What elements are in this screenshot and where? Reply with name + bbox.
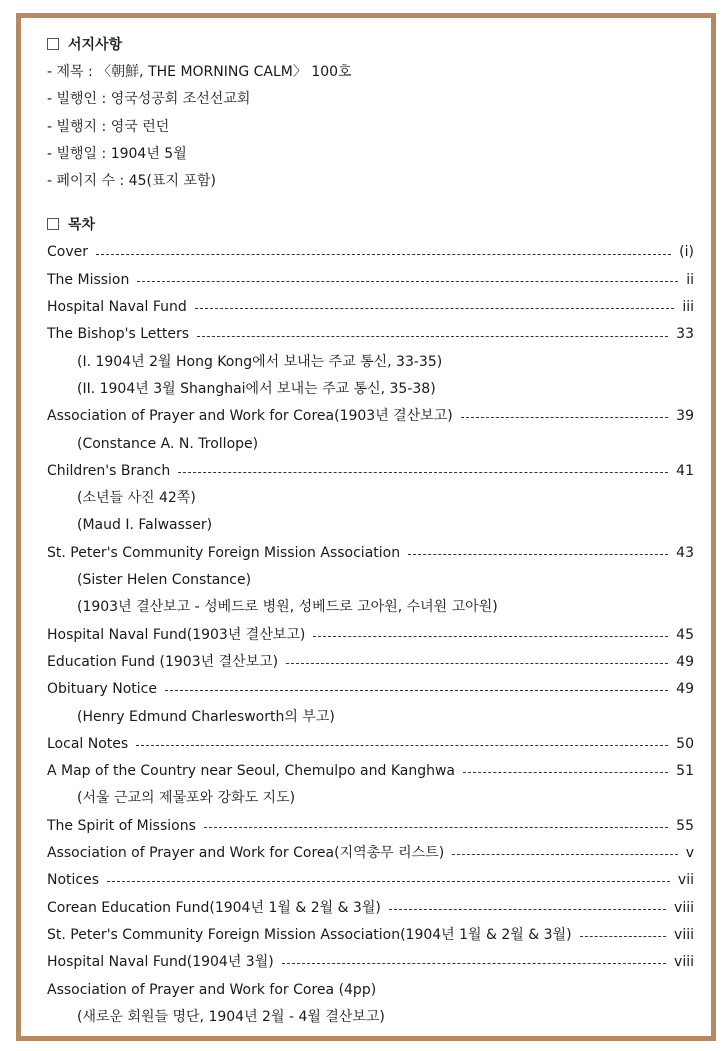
- toc-entry: [47, 949, 694, 976]
- toc-entry-title: Association of Prayer and Work for Corea(1903년 결산보고): [47, 408, 453, 425]
- toc-leader: [286, 663, 668, 664]
- bib-line: - 빌행일 : 1904년 5월: [47, 145, 187, 162]
- toc-entry-title: The Bishop's Letters: [47, 326, 190, 343]
- toc-entry: [47, 458, 694, 485]
- toc-entry-title: A Map of the Country near Seoul, Chemulpo and Kanghwa: [47, 763, 455, 780]
- toc-entry-title: The Spirit of Missions: [47, 817, 196, 834]
- toc-leader: [204, 827, 668, 828]
- toc-entry-note: (1903년 결산보고 - 성베드로 병원, 성베드로 고아원, 수녀원 고아원): [77, 599, 498, 616]
- bib-heading: [47, 32, 694, 59]
- toc-leader: [408, 554, 668, 555]
- toc-entry: [47, 622, 694, 649]
- toc-entry-page: viii: [674, 954, 694, 971]
- document-frame: [16, 13, 716, 1041]
- toc-entry-page: 33: [676, 326, 694, 343]
- toc-entry: [47, 895, 694, 922]
- toc-entry: [47, 977, 694, 1004]
- toc-entry-title: Hospital Naval Fund(1903년 결산보고): [47, 626, 306, 643]
- toc-entry-page: viii: [674, 899, 694, 916]
- toc-heading-label: 목차: [68, 217, 96, 234]
- toc-entry-title: Corean Education Fund(1904년 1월 & 2월 & 3월): [47, 899, 381, 916]
- toc-entry-title: Local Notes: [47, 735, 129, 752]
- toc-leader: [580, 936, 666, 937]
- toc-leader: [178, 472, 668, 473]
- toc-entry-note: (Constance A. N. Trollope): [77, 435, 259, 452]
- toc-entry-page: ii: [686, 271, 694, 288]
- checkbox-icon: [47, 38, 59, 50]
- toc-entry-title: Hospital Naval Fund: [47, 299, 187, 316]
- toc-entry-title: St. Peter's Community Foreign Mission Association: [47, 544, 401, 561]
- toc-entry-title: Education Fund (1903년 결산보고): [47, 653, 279, 670]
- toc-entry-title: Association of Prayer and Work for Corea (4pp): [47, 981, 377, 998]
- toc-entry-title: Association of Prayer and Work for Corea(지역총무 리스트): [47, 845, 445, 862]
- toc-entry-page: 43: [676, 544, 694, 561]
- toc-entry-note: (서울 근교의 제물포와 강화도 지도): [77, 790, 296, 807]
- toc-entry-page: iii: [682, 299, 694, 316]
- toc-entry: [47, 922, 694, 949]
- toc-entry-note: (I. 1904년 2월 Hong Kong에서 보내는 주교 통신, 33-35): [77, 353, 443, 370]
- toc-entry-page: viii: [674, 926, 694, 943]
- toc-entry-title: The Mission: [47, 271, 130, 288]
- toc-entry-page: 55: [676, 817, 694, 834]
- toc-entry-page: v: [685, 845, 694, 862]
- toc-entry-page: (i): [679, 244, 694, 261]
- toc-entry: [47, 321, 694, 348]
- toc-entry: [47, 267, 694, 294]
- toc-entry-page: 49: [676, 681, 694, 698]
- toc-entry: [47, 294, 694, 321]
- toc-entry-title: Hospital Naval Fund(1904년 3월): [47, 954, 274, 971]
- toc-entry-note: (소년들 사진 42쪽): [77, 490, 196, 507]
- toc-entry-page: 45: [676, 626, 694, 643]
- toc-list: [47, 239, 694, 1031]
- toc-entry: [47, 239, 694, 266]
- toc-entry: [47, 813, 694, 840]
- toc-entry-page: 39: [676, 408, 694, 425]
- toc-leader: [463, 772, 668, 773]
- toc-entry-note: (II. 1904년 3월 Shanghai에서 보내는 주교 통신, 35-38): [77, 380, 436, 397]
- toc-leader: [282, 963, 666, 964]
- toc-entry: [47, 731, 694, 758]
- toc-entry-title: Children's Branch: [47, 462, 171, 479]
- toc-leader: [313, 636, 668, 637]
- bib-heading-label: 서지사항: [68, 37, 123, 53]
- toc-heading: [47, 212, 694, 239]
- toc-entry-note: (Maud I. Falwasser): [77, 517, 213, 534]
- checkbox-icon: [47, 218, 59, 230]
- document-content: [47, 32, 694, 1031]
- toc-entry-page: 50: [676, 735, 694, 752]
- toc-entry-page: 49: [676, 653, 694, 670]
- toc-leader: [197, 336, 668, 337]
- toc-entry-note: (Sister Helen Constance): [77, 572, 252, 589]
- toc-entry-title: Notices: [47, 872, 100, 889]
- toc-entry: [47, 403, 694, 430]
- toc-entry: [47, 758, 694, 785]
- bib-line: - 제목 : 〈朝鮮, THE MORNING CALM〉 100호: [47, 64, 352, 80]
- toc-entry-title: Obituary Notice: [47, 681, 157, 698]
- toc-entry-page: vii: [677, 872, 694, 889]
- toc-leader: [452, 854, 678, 855]
- toc-entry: [47, 676, 694, 703]
- bib-line: - 빌행인 : 영국성공회 조선선교회: [47, 91, 251, 108]
- toc-entry-title: St. Peter's Community Foreign Mission Association(1904년 1월 & 2월 & 3월): [47, 926, 572, 943]
- toc-leader: [96, 254, 671, 255]
- toc-entry-page: 41: [676, 462, 694, 479]
- toc-leader: [389, 909, 666, 910]
- toc-entry-note: (Henry Edmund Charlesworth의 부고): [77, 708, 335, 725]
- section-gap: [47, 195, 694, 212]
- bib-line: - 빌행지 : 영국 런던: [47, 118, 170, 135]
- toc-leader: [107, 881, 670, 882]
- toc-entry: [47, 540, 694, 567]
- toc-entry-page: 51: [676, 763, 694, 780]
- toc-leader: [136, 745, 668, 746]
- toc-entry: [47, 867, 694, 894]
- toc-entry: [47, 649, 694, 676]
- toc-leader: [195, 308, 675, 309]
- toc-leader: [137, 281, 678, 282]
- bib-line: - 페이지 수 : 45(표지 포함): [47, 173, 216, 190]
- toc-entry-note: (새로운 회원들 명단, 1904년 2월 - 4월 결산보고): [77, 1008, 385, 1025]
- toc-leader: [461, 417, 668, 418]
- toc-entry: [47, 840, 694, 867]
- toc-entry-title: Cover: [47, 244, 88, 261]
- toc-leader: [165, 690, 668, 691]
